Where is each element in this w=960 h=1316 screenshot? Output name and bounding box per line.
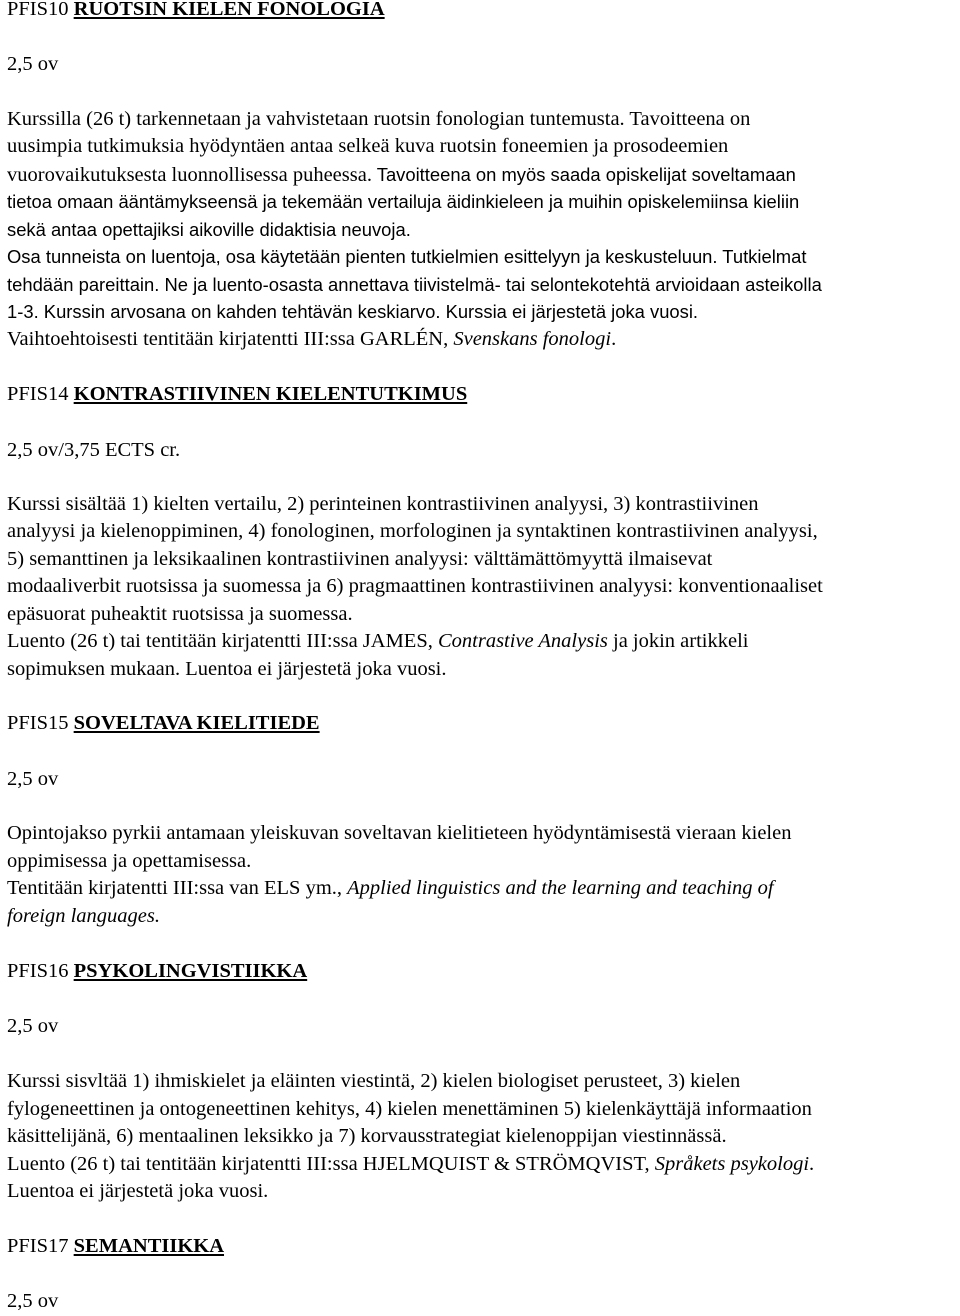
body-line [7,1151,957,1179]
course-title: RUOTSIN KIELEN FONOLOGIA [73,0,385,20]
course-title: SEMANTIIKKA [73,1235,225,1257]
course-code: PFIS16 [7,960,69,982]
book-title: Svenskans fonologi [453,328,612,350]
body-line [7,628,957,656]
body-line [7,875,957,903]
course-heading-pfis15 [7,710,957,738]
body-text: Tavoitteena on myös saada opiskelijat soveltamaan [371,164,796,185]
book-title: Applied linguistics and the learning and teaching of [347,877,774,899]
course-code: PFIS17 [7,1235,69,1257]
book-title: Språkets psykologi [654,1153,810,1175]
body-line: tietoa omaan ääntämykseensä ja tekemään vertailuja äidinkieleen ja muihin opiskelemiinsa kieliin [7,191,800,212]
course-credits: 2,5 ov/3,75 ECTS cr. [7,439,181,461]
body-text: vuorovaikutuksesta luonnollisessa puheessa. [7,164,372,186]
body-line: uusimpia tutkimuksia hyödyntäen antaa selkeä kuva ruotsin foneemien ja prosodeemien [7,135,729,157]
body-line: tehdään pareittain. Ne ja luento-osasta annettava tiivistelmä- tai selontekotehtä arvioidaan asteikolla [7,274,822,295]
body-line: sopimuksen mukaan. Luentoa ei järjestetä joka vuosi. [7,658,447,680]
book-title: foreign languages. [7,905,160,927]
body-line: Kurssilla (26 t) tarkennetaan ja vahvistetaan ruotsin fonologian tuntemusta. Tavoitteena on [7,108,751,130]
body-text: Luento (26 t) tai tentitään kirjatentti III:ssa HJELMQUIST & STRÖMQVIST, [7,1153,655,1175]
course-credits: 2,5 ov [7,53,59,75]
course-title: SOVELTAVA KIELITIEDE [73,712,320,734]
body-line: Luentoa ei järjestetä joka vuosi. [7,1180,269,1202]
course-code: PFIS15 [7,712,69,734]
course-code: PFIS10 [7,0,69,20]
body-line: modaaliverbit ruotsissa ja suomessa ja 6) pragmaattinen kontrastiivinen analyysi: konventionaaliset [7,575,823,597]
course-code: PFIS14 [7,383,69,405]
body-line: Opintojakso pyrkii antamaan yleiskuvan soveltavan kielitieteen hyödyntämisestä vieraan kielen [7,822,792,844]
course-heading-pfis17 [7,1233,957,1261]
course-title: PSYKOLINGVISTIIKKA [73,960,308,982]
course-credits: 2,5 ov [7,1290,59,1312]
body-line [7,903,957,931]
body-text: ja jokin artikkeli [607,630,749,652]
body-line: Kurssi sisvltää 1) ihmiskielet ja eläinten viestintä, 2) kielen biologiset perusteet, 3) kielen [7,1070,741,1092]
body-line: 5) semanttinen ja leksikaalinen kontrastiivinen analyysi: välttämättömyyttä ilmaisevat [7,548,713,570]
course-heading-pfis14 [7,381,957,409]
body-line: Osa tunneista on luentoja, osa käytetään pienten tutkielmien esittelyyn ja keskusteluun. Tutkielmat [7,246,807,267]
body-line: fylogeneettinen ja ontogeneettinen kehitys, 4) kielen menettäminen 5) kielenkäyttäjä informaation [7,1098,812,1120]
body-text: Luento (26 t) tai tentitään kirjatentti III:ssa JAMES, [7,630,438,652]
body-text: Tentitään kirjatentti III:ssa van ELS ym., [7,877,348,899]
body-line [7,161,957,190]
book-title: Contrastive Analysis [437,630,608,652]
body-text: . [809,1153,815,1175]
body-text: Vaihtoehtoisesti tentitään kirjatentti III:ssa GARLÉN, [7,328,454,350]
body-line: oppimisessa ja opettamisessa. [7,850,252,872]
course-credits: 2,5 ov [7,1015,59,1037]
body-line: analyysi ja kielenoppiminen, 4) fonologinen, morfologinen ja syntaktinen kontrastiivinen analyysi, [7,520,818,542]
body-line: epäsuorat puheaktit ruotsissa ja suomessa. [7,603,353,625]
course-credits: 2,5 ov [7,768,59,790]
body-line: sekä antaa opettajiksi aikoville didaktisia neuvoja. [7,219,411,240]
course-heading-pfis16 [7,958,957,986]
body-line: 1-3. Kurssin arvosana on kahden tehtävän keskiarvo. Kurssia ei järjestetä joka vuosi. [7,301,699,322]
course-title: KONTRASTIIVINEN KIELENTUTKIMUS [73,383,468,405]
body-line: Kurssi sisältää 1) kielten vertailu, 2) perinteinen kontrastiivinen analyysi, 3) kontrastiivinen [7,493,759,515]
body-text: . [611,328,617,350]
body-line [7,326,957,354]
course-heading-pfis10 [7,0,957,24]
body-line: käsittelijänä, 6) mentaalinen leksikko ja 7) korvausstrategiat kielenoppijan viestinnässä. [7,1125,727,1147]
